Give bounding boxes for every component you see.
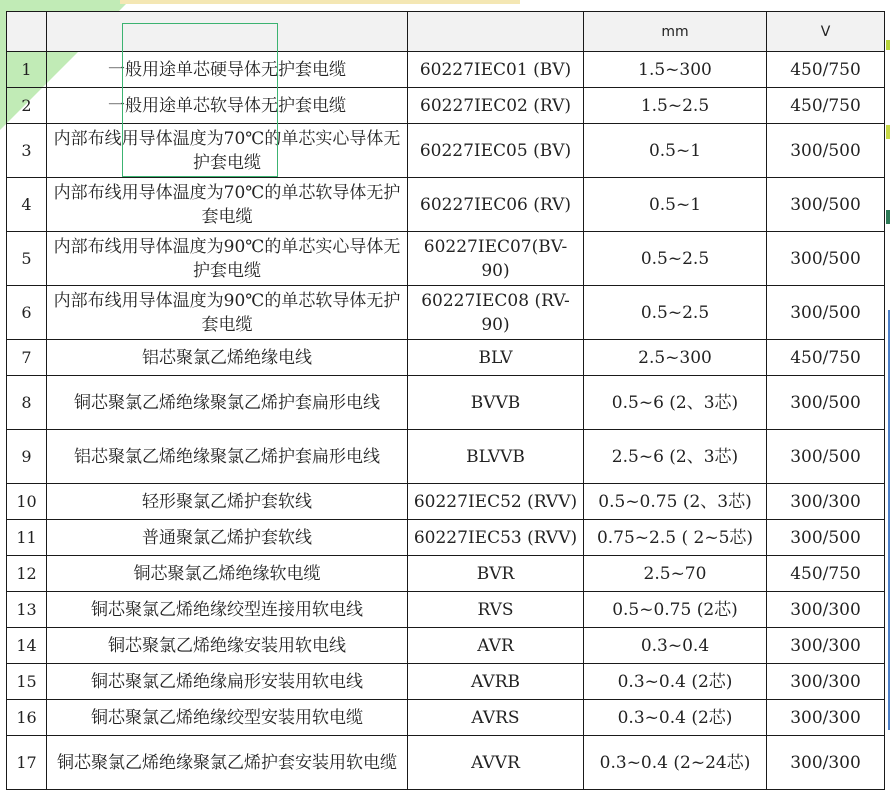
table-row	[7, 340, 885, 376]
rated-voltage-cell[interactable]: 300/500	[767, 178, 885, 232]
cross-section-cell[interactable]: 0.5~0.75 (2芯)	[584, 592, 767, 628]
cable-model-cell[interactable]: 60227IEC05 (BV)	[408, 124, 584, 178]
cross-section-cell[interactable]: 0.5~1	[584, 178, 767, 232]
table-row	[7, 52, 885, 88]
row-number-cell[interactable]: 1	[7, 52, 47, 88]
cable-name-cell[interactable]: 铜芯聚氯乙烯绝缘软电缆	[47, 556, 408, 592]
rated-voltage-cell[interactable]: 300/500	[767, 232, 885, 286]
cross-section-cell[interactable]: 2.5~70	[584, 556, 767, 592]
cross-section-cell[interactable]: 0.3~0.4 (2~24芯)	[584, 736, 767, 790]
table-header-row	[7, 12, 885, 52]
cable-name-cell[interactable]: 铜芯聚氯乙烯绝缘扁形安装用软电线	[47, 664, 408, 700]
cross-section-cell[interactable]: 0.3~0.4 (2芯)	[584, 700, 767, 736]
cable-model-cell[interactable]: 60227IEC06 (RV)	[408, 178, 584, 232]
table-row	[7, 592, 885, 628]
cable-model-cell[interactable]: 60227IEC01 (BV)	[408, 52, 584, 88]
cable-name-cell[interactable]: 内部布线用导体温度为70℃的单芯实心导体无护套电缆	[47, 124, 408, 178]
cable-name-cell[interactable]: 轻形聚氯乙烯护套软线	[47, 484, 408, 520]
decorative-side-mark	[886, 210, 890, 224]
cross-section-cell[interactable]: 0.5~6 (2、3芯)	[584, 376, 767, 430]
table-row	[7, 556, 885, 592]
header-size-unit-cell[interactable]: mm	[584, 12, 767, 52]
row-number-cell[interactable]: 2	[7, 88, 47, 124]
table-row	[7, 286, 885, 340]
row-number-cell[interactable]: 15	[7, 664, 47, 700]
cable-name-cell[interactable]: 铜芯聚氯乙烯绝缘绞型安装用软电缆	[47, 700, 408, 736]
cross-section-cell[interactable]: 0.3~0.4 (2芯)	[584, 664, 767, 700]
cable-name-cell[interactable]: 铝芯聚氯乙烯绝缘电线	[47, 340, 408, 376]
cable-model-cell[interactable]: AVVR	[408, 736, 584, 790]
decorative-side-mark	[886, 125, 890, 139]
rated-voltage-cell[interactable]: 450/750	[767, 556, 885, 592]
cross-section-cell[interactable]: 0.5~1	[584, 124, 767, 178]
rated-voltage-cell[interactable]: 450/750	[767, 340, 885, 376]
cable-name-cell[interactable]: 一般用途单芯硬导体无护套电缆	[47, 52, 408, 88]
rated-voltage-cell[interactable]: 450/750	[767, 88, 885, 124]
rated-voltage-cell[interactable]: 300/300	[767, 484, 885, 520]
row-number-cell[interactable]: 8	[7, 376, 47, 430]
cross-section-cell[interactable]: 0.5~0.75 (2、3芯)	[584, 484, 767, 520]
row-number-cell[interactable]: 4	[7, 178, 47, 232]
cable-name-cell[interactable]: 内部布线用导体温度为90℃的单芯软导体无护套电缆	[47, 286, 408, 340]
cross-section-cell[interactable]: 1.5~2.5	[584, 88, 767, 124]
table-row	[7, 430, 885, 484]
cross-section-cell[interactable]: 0.5~2.5	[584, 286, 767, 340]
cable-model-cell[interactable]: 60227IEC07(BV-90)	[408, 232, 584, 286]
rated-voltage-cell[interactable]: 450/750	[767, 52, 885, 88]
cable-name-cell[interactable]: 铜芯聚氯乙烯绝缘安装用软电线	[47, 628, 408, 664]
decorative-side-mark	[886, 40, 890, 50]
cable-model-cell[interactable]: 60227IEC52 (RVV)	[408, 484, 584, 520]
cross-section-cell[interactable]: 2.5~300	[584, 340, 767, 376]
table-row	[7, 736, 885, 790]
cross-section-cell[interactable]: 1.5~300	[584, 52, 767, 88]
row-number-cell[interactable]: 9	[7, 430, 47, 484]
cross-section-cell[interactable]: 0.3~0.4	[584, 628, 767, 664]
row-number-cell[interactable]: 6	[7, 286, 47, 340]
table-row	[7, 520, 885, 556]
row-number-cell[interactable]: 11	[7, 520, 47, 556]
rated-voltage-cell[interactable]: 300/300	[767, 592, 885, 628]
rated-voltage-cell[interactable]: 300/300	[767, 700, 885, 736]
row-number-cell[interactable]: 12	[7, 556, 47, 592]
cross-section-cell[interactable]: 0.75~2.5 ( 2~5芯)	[584, 520, 767, 556]
row-number-cell[interactable]: 17	[7, 736, 47, 790]
cable-model-cell[interactable]: 60227IEC53 (RVV)	[408, 520, 584, 556]
row-number-cell[interactable]: 13	[7, 592, 47, 628]
cable-model-cell[interactable]: BVR	[408, 556, 584, 592]
cable-model-cell[interactable]: BLV	[408, 340, 584, 376]
cable-name-cell[interactable]: 铜芯聚氯乙烯绝缘聚氯乙烯护套扁形电线	[47, 376, 408, 430]
rated-voltage-cell[interactable]: 300/500	[767, 286, 885, 340]
table-row	[7, 88, 885, 124]
header-name-cell[interactable]	[47, 12, 408, 52]
table-row	[7, 232, 885, 286]
decorative-top-strip	[120, 0, 520, 4]
header-voltage-unit-cell[interactable]: V	[767, 12, 885, 52]
table-row	[7, 124, 885, 178]
header-index-cell[interactable]	[7, 12, 47, 52]
table-row	[7, 376, 885, 430]
rated-voltage-cell[interactable]: 300/300	[767, 664, 885, 700]
cable-model-cell[interactable]: BLVVB	[408, 430, 584, 484]
cable-model-cell[interactable]: AVRB	[408, 664, 584, 700]
row-number-cell[interactable]: 10	[7, 484, 47, 520]
cross-section-cell[interactable]: 2.5~6 (2、3芯)	[584, 430, 767, 484]
table-row	[7, 664, 885, 700]
cable-model-cell[interactable]: 60227IEC02 (RV)	[408, 88, 584, 124]
row-number-cell[interactable]: 5	[7, 232, 47, 286]
cable-model-cell[interactable]: BVVB	[408, 376, 584, 430]
header-model-cell[interactable]	[408, 12, 584, 52]
cable-name-cell[interactable]: 一般用途单芯软导体无护套电缆	[47, 88, 408, 124]
cable-model-cell[interactable]: RVS	[408, 592, 584, 628]
cable-name-cell[interactable]: 铝芯聚氯乙烯绝缘聚氯乙烯护套扁形电线	[47, 430, 408, 484]
cable-name-cell[interactable]: 普通聚氯乙烯护套软线	[47, 520, 408, 556]
row-number-cell[interactable]: 3	[7, 124, 47, 178]
cable-name-cell[interactable]: 铜芯聚氯乙烯绝缘聚氯乙烯护套安装用软电缆	[47, 736, 408, 790]
rated-voltage-cell[interactable]: 300/500	[767, 430, 885, 484]
cable-name-cell[interactable]: 内部布线用导体温度为90℃的单芯实心导体无护套电缆	[47, 232, 408, 286]
table-row	[7, 484, 885, 520]
row-number-cell[interactable]: 7	[7, 340, 47, 376]
cable-name-cell[interactable]: 内部布线用导体温度为70℃的单芯软导体无护套电缆	[47, 178, 408, 232]
rated-voltage-cell[interactable]: 300/300	[767, 736, 885, 790]
table-row	[7, 700, 885, 736]
table-row	[7, 628, 885, 664]
row-number-cell[interactable]: 14	[7, 628, 47, 664]
cable-specification-table	[6, 11, 885, 790]
cable-name-cell[interactable]: 铜芯聚氯乙烯绝缘绞型连接用软电线	[47, 592, 408, 628]
rated-voltage-cell[interactable]: 300/500	[767, 124, 885, 178]
cable-model-cell[interactable]: 60227IEC08 (RV-90)	[408, 286, 584, 340]
cross-section-cell[interactable]: 0.5~2.5	[584, 232, 767, 286]
rated-voltage-cell[interactable]: 300/500	[767, 520, 885, 556]
row-number-cell[interactable]: 16	[7, 700, 47, 736]
rated-voltage-cell[interactable]: 300/500	[767, 376, 885, 430]
rated-voltage-cell[interactable]: 300/300	[767, 628, 885, 664]
cable-model-cell[interactable]: AVRS	[408, 700, 584, 736]
cable-model-cell[interactable]: AVR	[408, 628, 584, 664]
table-row	[7, 178, 885, 232]
